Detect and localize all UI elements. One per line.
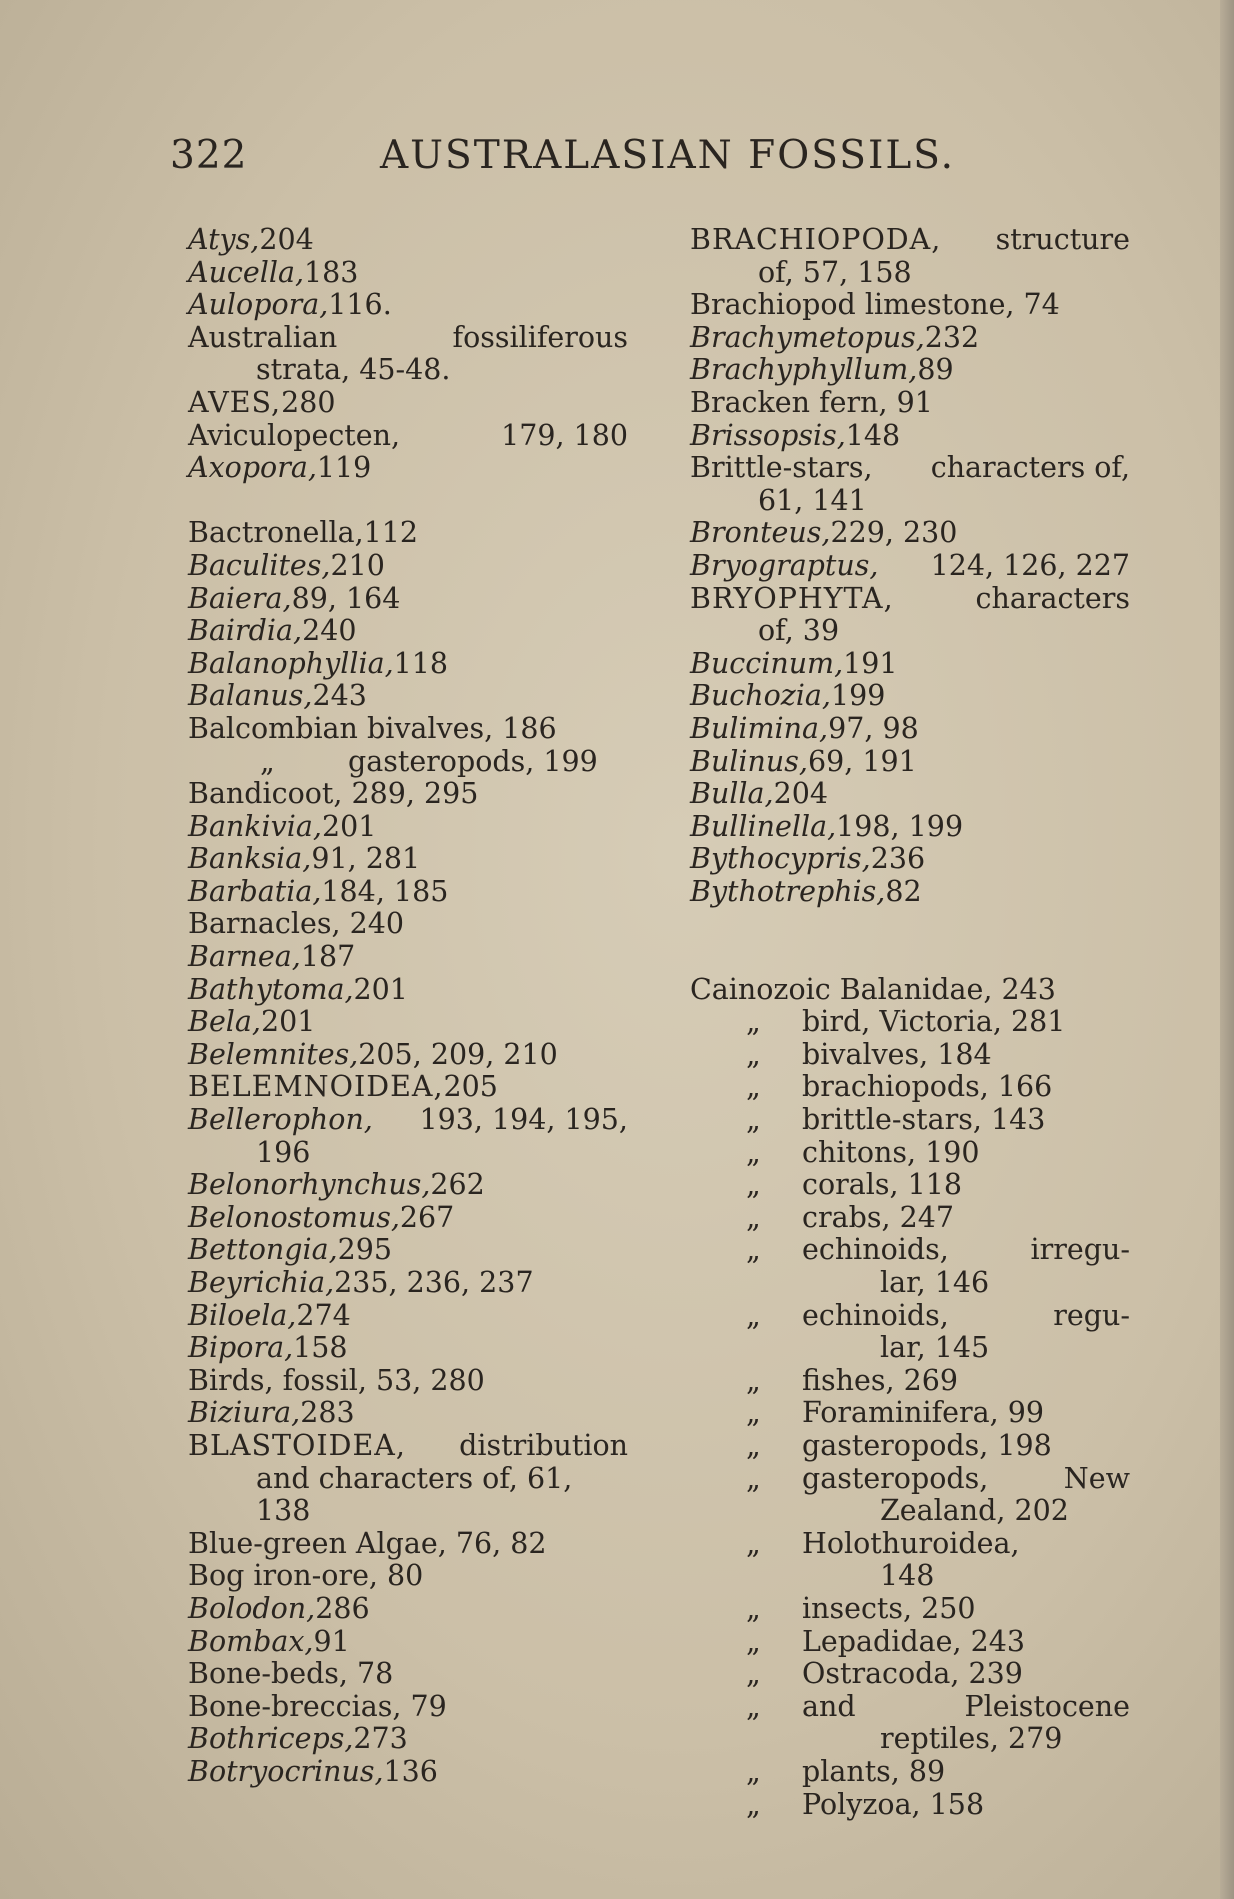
- index-entry: [690, 843, 1130, 876]
- index-entry: [690, 1528, 1130, 1561]
- entry-continuation: Zealand, 202: [880, 1494, 1069, 1528]
- entry-term: Brissopsis,: [690, 418, 846, 452]
- index-entry: [188, 1593, 628, 1626]
- index-entry: [690, 1463, 1130, 1496]
- entry-term: Lepadidae, 243: [802, 1624, 1026, 1658]
- index-entry: [188, 1658, 628, 1691]
- index-column-right: [690, 224, 1130, 1821]
- index-entry: [690, 1332, 1130, 1365]
- entry-term: gasteropods, 198: [802, 1428, 1052, 1462]
- ditto-mark: „: [746, 1200, 761, 1234]
- ditto-mark: „: [746, 1005, 761, 1039]
- running-title: AUSTRALASIAN FOSSILS.: [380, 133, 955, 178]
- entry-pages: 69, 191: [807, 744, 917, 778]
- index-entry: [188, 354, 628, 387]
- entry-term: Belonostomus,: [188, 1200, 400, 1234]
- entry-term: Brachiopod limestone, 74: [690, 288, 1060, 322]
- ditto-mark: „: [746, 1168, 761, 1202]
- index-entry: [690, 354, 1130, 387]
- index-entry: [188, 746, 628, 779]
- entry-pages: 232: [924, 320, 980, 354]
- entry-pages: 112: [363, 516, 419, 550]
- entry-term: Balanus,: [188, 679, 313, 713]
- entry-pages: 91, 281: [311, 842, 421, 876]
- index-entry: [188, 1397, 628, 1430]
- entry-term: Baiera,: [188, 581, 292, 615]
- index-entry: [690, 257, 1130, 290]
- entry-pages: 187: [300, 940, 356, 974]
- entry-pages: 201: [353, 972, 408, 1006]
- index-entry: [188, 1626, 628, 1659]
- entry-term: Biziura,: [188, 1396, 301, 1430]
- index-entry: [188, 1495, 628, 1528]
- entry-term: and: [802, 1689, 856, 1723]
- index-entry: [188, 1332, 628, 1365]
- index-entry: [188, 387, 628, 420]
- entry-pages: 82: [885, 874, 922, 908]
- index-entry: [690, 680, 1130, 713]
- entry-term: Blue-green Algae, 76, 82: [188, 1526, 547, 1560]
- entry-pages: 136: [383, 1754, 438, 1788]
- index-entry: [690, 1626, 1130, 1659]
- index-entry: [690, 1495, 1130, 1528]
- entry-pages: 118: [393, 646, 449, 680]
- entry-pages: 262: [430, 1168, 485, 1202]
- entry-term: Bombax,: [188, 1624, 314, 1658]
- entry-term: Holothuroidea,: [802, 1526, 1020, 1560]
- entry-text: 193, 194, 195,: [419, 1103, 628, 1137]
- index-entry: [188, 1234, 628, 1267]
- index-entry: [690, 974, 1130, 1007]
- index-entry: [690, 1430, 1130, 1463]
- ditto-mark: „: [746, 1526, 761, 1560]
- ditto-mark: „: [746, 1754, 761, 1788]
- ditto-mark: „: [746, 1624, 761, 1658]
- index-entry: [690, 1691, 1130, 1724]
- entry-term: Bothriceps,: [188, 1722, 354, 1756]
- index-entry: [188, 452, 628, 485]
- index-entry: [188, 1723, 628, 1756]
- entry-term: echinoids,: [802, 1298, 949, 1332]
- entry-term: Bolodon,: [188, 1591, 316, 1625]
- entry-term: Brachyphyllum,: [690, 353, 918, 387]
- index-entry: [690, 1169, 1130, 1202]
- index-column-left: [188, 224, 628, 1789]
- entry-term: Buccinum,: [690, 646, 844, 680]
- entry-term: Bryograptus,: [690, 548, 879, 582]
- ditto-mark: „: [746, 1461, 761, 1495]
- index-entry: [690, 420, 1130, 453]
- ditto-mark: „: [746, 1689, 761, 1723]
- entry-continuation: 138: [256, 1494, 311, 1528]
- entry-pages: 235, 236, 237: [334, 1266, 534, 1299]
- entry-text: 179, 180: [501, 418, 628, 452]
- index-entry: [188, 713, 628, 746]
- page-number: 322: [170, 133, 248, 178]
- entry-term: Bone-breccias, 79: [188, 1689, 447, 1723]
- index-entry: [188, 322, 628, 355]
- ditto-mark: „: [746, 1363, 761, 1397]
- entry-term: Bog iron-ore, 80: [188, 1559, 424, 1593]
- entry-term: Bulla,: [690, 777, 774, 811]
- index-entry: [690, 1104, 1130, 1137]
- ditto-mark: „: [746, 1103, 761, 1137]
- entry-term: Bullinella,: [690, 809, 837, 843]
- entry-text: irregu-: [1030, 1233, 1130, 1267]
- index-entry: [188, 778, 628, 811]
- entry-pages: 158: [293, 1331, 348, 1365]
- index-entry: [188, 257, 628, 290]
- entry-pages: 283: [300, 1396, 355, 1430]
- index-entry: [690, 485, 1130, 518]
- entry-term: Axopora,: [188, 451, 317, 485]
- entry-term: Bythotrephis,: [690, 874, 886, 908]
- entry-pages: 240: [302, 614, 357, 648]
- index-entry: [690, 1365, 1130, 1398]
- entry-pages: 148: [845, 418, 901, 452]
- index-entry: [188, 1104, 628, 1137]
- index-entry: [188, 680, 628, 713]
- entry-term: Barbatia,: [188, 874, 322, 908]
- index-entry: [188, 1300, 628, 1333]
- entry-term: echinoids,: [802, 1233, 949, 1267]
- entry-term: Cainozoic Balanidae, 243: [690, 972, 1056, 1006]
- index-entry: [188, 843, 628, 876]
- index-entry: [188, 1202, 628, 1235]
- index-entry: [188, 1365, 628, 1398]
- index-entry: [188, 517, 628, 550]
- ditto-mark: „: [746, 1657, 761, 1691]
- entry-term: insects, 250: [802, 1591, 976, 1625]
- ditto-mark: „: [746, 1428, 761, 1462]
- page-edge: [1220, 0, 1234, 1899]
- entry-term: Bone-beds, 78: [188, 1657, 394, 1691]
- index-entry: [690, 1071, 1130, 1104]
- entry-pages: 191: [843, 646, 898, 680]
- ditto-mark: „: [746, 1591, 761, 1625]
- entry-term: Buchozia,: [690, 679, 831, 713]
- index-entry: [188, 648, 628, 681]
- index-entry: [188, 289, 628, 322]
- entry-term: Beyrichia,: [188, 1266, 335, 1299]
- index-entry: [690, 387, 1130, 420]
- entry-text: regu-: [1053, 1298, 1130, 1332]
- index-entry: [690, 322, 1130, 355]
- entry-term: crabs, 247: [802, 1200, 954, 1234]
- index-entry: [188, 583, 628, 616]
- entry-term: Bulimina,: [690, 711, 829, 745]
- index-entry: [188, 1560, 628, 1593]
- entry-term: BLASTOIDEA,: [188, 1428, 406, 1462]
- entry-term: Bettongia,: [188, 1233, 338, 1267]
- entry-pages: 243: [312, 679, 367, 713]
- index-entry: [188, 615, 628, 648]
- entry-continuation: and characters of, 61,: [256, 1461, 573, 1495]
- entry-pages: 205, 209, 210: [358, 1037, 558, 1071]
- index-entry: [690, 713, 1130, 746]
- entry-text: structure: [995, 223, 1130, 256]
- entry-term: Bipora,: [188, 1331, 294, 1365]
- entry-term: Brachymetopus,: [690, 320, 925, 354]
- ditto-mark: „: [746, 1298, 761, 1332]
- entry-term: plants, 89: [802, 1754, 946, 1788]
- index-entry: [690, 1039, 1130, 1072]
- index-entry: [690, 289, 1130, 322]
- entry-continuation: strata, 45-48.: [256, 353, 451, 387]
- entry-continuation: 148: [880, 1559, 935, 1593]
- index-entry: [188, 876, 628, 909]
- entry-pages: 201: [260, 1005, 316, 1039]
- index-entry: [188, 1756, 628, 1789]
- entry-term: Balcombian bivalves, 186: [188, 711, 557, 745]
- index-entry: [188, 1528, 628, 1561]
- entry-term: Bankivia,: [188, 809, 322, 843]
- entry-term: Bandicoot, 289, 295: [188, 777, 479, 811]
- index-entry: [188, 1430, 628, 1463]
- index-entry: [690, 1593, 1130, 1626]
- index-entry: [188, 1691, 628, 1724]
- entry-continuation: 196: [256, 1135, 311, 1169]
- entry-term: Atys,: [188, 223, 260, 256]
- entry-term: Balanophyllia,: [188, 646, 394, 680]
- ditto-mark: „: [746, 1135, 761, 1169]
- entry-term: BELEMNOIDEA,: [188, 1070, 444, 1104]
- entry-text: New: [1063, 1461, 1130, 1495]
- entry-term: bird, Victoria, 281: [802, 1005, 1066, 1039]
- entry-pages: 295: [337, 1233, 393, 1267]
- entry-term: corals, 118: [802, 1168, 962, 1202]
- index-entry: [188, 1071, 628, 1104]
- entry-term: Bythocypris,: [690, 842, 871, 876]
- entry-term: Bracken fern, 91: [690, 385, 933, 419]
- index-entry: [690, 550, 1130, 583]
- entry-text: fossiliferous: [452, 320, 628, 354]
- ditto-mark: „: [746, 1396, 761, 1430]
- entry-term: Foraminifera, 99: [802, 1396, 1045, 1430]
- ditto-mark: „: [746, 1233, 761, 1267]
- entry-text: 124, 126, 227: [930, 548, 1130, 582]
- index-entry: [188, 908, 628, 941]
- index-gap: [690, 941, 1130, 974]
- entry-pages: 205: [443, 1070, 498, 1104]
- entry-text: characters of,: [930, 451, 1130, 485]
- index-entry: [690, 1756, 1130, 1789]
- entry-term: brittle-stars, 143: [802, 1103, 1046, 1137]
- entry-pages: 204: [773, 777, 828, 811]
- index-entry: [690, 1234, 1130, 1267]
- entry-term: bivalves, 184: [802, 1037, 992, 1071]
- index-entry: [690, 1006, 1130, 1039]
- entry-term: Aviculopecten,: [188, 418, 401, 452]
- entry-term: Belonorhynchus,: [188, 1168, 431, 1202]
- entry-term: Bronteus,: [690, 516, 831, 550]
- page-header: [170, 133, 960, 183]
- ditto-mark: „: [746, 1787, 761, 1821]
- index-entry: [188, 811, 628, 844]
- index-entry: [690, 583, 1130, 616]
- index-entry: [690, 224, 1130, 257]
- entry-term: Brittle-stars,: [690, 451, 873, 485]
- entry-pages: 273: [353, 1722, 408, 1756]
- entry-term: Bathytoma,: [188, 972, 354, 1006]
- entry-continuation: of, 57, 158: [758, 255, 912, 289]
- index-entry: [690, 1267, 1130, 1300]
- entry-pages: 286: [315, 1591, 370, 1625]
- entry-continuation: 61, 141: [758, 483, 867, 517]
- index-entry: [188, 974, 628, 1007]
- entry-term: Barnea,: [188, 940, 301, 974]
- ditto-mark: „: [746, 1037, 761, 1071]
- index-entry: [690, 648, 1130, 681]
- entry-term: Bactronella,: [188, 516, 364, 550]
- entry-term: fishes, 269: [802, 1363, 958, 1397]
- entry-term: Bairdia,: [188, 614, 303, 648]
- entry-pages: 91: [313, 1624, 350, 1658]
- entry-pages: 204: [259, 223, 314, 256]
- entry-pages: 183: [304, 255, 359, 289]
- index-entry: [690, 1789, 1130, 1822]
- index-entry: [188, 1006, 628, 1039]
- entry-term: Belemnites,: [188, 1037, 359, 1071]
- index-entry: [188, 1039, 628, 1072]
- ditto-mark: „: [260, 744, 275, 778]
- index-entry: [188, 941, 628, 974]
- entry-term: Aulopora,: [188, 288, 329, 322]
- index-entry: [690, 1137, 1130, 1170]
- index-entry: [690, 778, 1130, 811]
- index-entry: [690, 1397, 1130, 1430]
- index-entry: [188, 550, 628, 583]
- index-entry: [690, 746, 1130, 779]
- entry-pages: 199: [830, 679, 886, 713]
- index-entry: [188, 420, 628, 453]
- entry-continuation: lar, 146: [880, 1266, 990, 1299]
- index-entry: [690, 1560, 1130, 1593]
- entry-term: Banksia,: [188, 842, 312, 876]
- index-entry: [690, 615, 1130, 648]
- entry-pages: 274: [296, 1298, 351, 1332]
- entry-text: distribution: [459, 1428, 628, 1462]
- entry-pages: 201: [321, 809, 377, 843]
- entry-pages: 184, 185: [321, 874, 449, 908]
- entry-term: brachiopods, 166: [802, 1070, 1053, 1104]
- index-gap: [188, 485, 628, 518]
- entry-term: gasteropods,: [802, 1461, 989, 1495]
- index-entry: [188, 1463, 628, 1496]
- entry-term: Birds, fossil, 53, 280: [188, 1363, 485, 1397]
- entry-term: Baculites,: [188, 548, 331, 582]
- index-entry: [690, 1202, 1130, 1235]
- entry-term: Australian: [188, 320, 338, 354]
- index-entry: [690, 1658, 1130, 1691]
- entry-pages: 119: [316, 451, 372, 485]
- entry-pages: 198, 199: [836, 809, 964, 843]
- entry-term: Bellerophon,: [188, 1103, 373, 1137]
- entry-text: characters: [975, 581, 1130, 615]
- index-entry: [188, 1267, 628, 1300]
- entry-term: gasteropods, 199: [348, 744, 598, 778]
- entry-pages: 236: [870, 842, 926, 876]
- entry-text: Pleistocene: [964, 1689, 1130, 1723]
- entry-pages: 116.: [328, 288, 392, 322]
- index-entry: [188, 224, 628, 257]
- entry-term: Biloela,: [188, 1298, 297, 1332]
- entry-term: Aucella,: [188, 255, 305, 289]
- entry-pages: 97, 98: [828, 711, 919, 745]
- entry-term: chitons, 190: [802, 1135, 980, 1169]
- entry-continuation: reptiles, 279: [880, 1722, 1063, 1756]
- index-entry: [188, 1137, 628, 1170]
- index-gap: [690, 908, 1130, 941]
- entry-term: Ostracoda, 239: [802, 1657, 1023, 1691]
- index-entry: [690, 876, 1130, 909]
- entry-term: AVES,: [188, 385, 282, 419]
- entry-pages: 229, 230: [830, 516, 958, 550]
- entry-pages: 280: [281, 385, 336, 419]
- index-entry: [188, 1169, 628, 1202]
- entry-term: BRYOPHYTA,: [690, 581, 894, 615]
- entry-pages: 89, 164: [291, 581, 401, 615]
- entry-term: Bela,: [188, 1005, 261, 1039]
- index-entry: [690, 1300, 1130, 1333]
- entry-pages: 89: [917, 353, 954, 387]
- entry-continuation: lar, 145: [880, 1331, 990, 1365]
- index-entry: [690, 811, 1130, 844]
- entry-term: Polyzoa, 158: [802, 1787, 985, 1821]
- entry-term: BRACHIOPODA,: [690, 223, 942, 256]
- index-entry: [690, 517, 1130, 550]
- index-entry: [690, 452, 1130, 485]
- entry-term: Botryocrinus,: [188, 1754, 384, 1788]
- entry-pages: 210: [330, 548, 385, 582]
- entry-term: Bulinus,: [690, 744, 808, 778]
- entry-term: Barnacles, 240: [188, 907, 404, 941]
- ditto-mark: „: [746, 1070, 761, 1104]
- entry-pages: 267: [399, 1200, 455, 1234]
- index-entry: [690, 1723, 1130, 1756]
- entry-continuation: of, 39: [758, 614, 840, 648]
